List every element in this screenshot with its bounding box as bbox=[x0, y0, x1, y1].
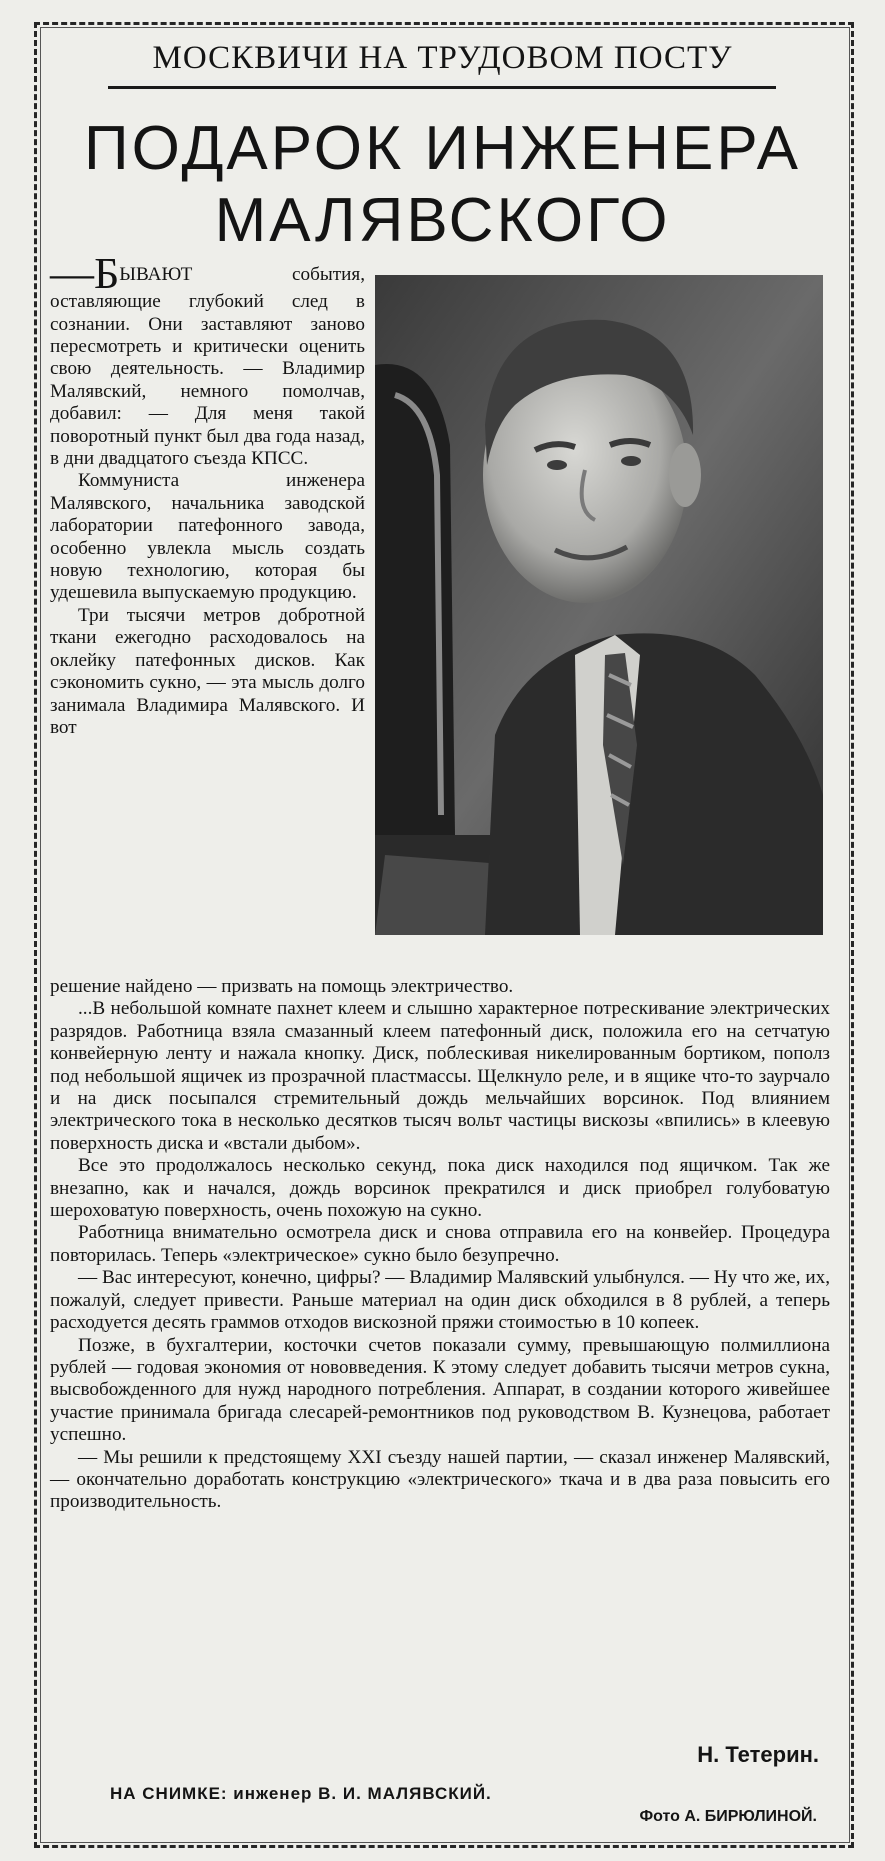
headline-line-2: МАЛЯВСКОГО bbox=[214, 186, 671, 255]
portrait-image bbox=[375, 275, 823, 935]
rubric-heading: МОСКВИЧИ НА ТРУДОВОМ ПОСТУ bbox=[152, 40, 733, 76]
wide-paragraph: — Мы решили к предстоящему XXI съезду нашей партии, — сказал инженер Малявский, — окончательно доработать конструкцию «электрического» ткача и в два раза повысить его производительность. bbox=[50, 1446, 830, 1513]
column-paragraph: Коммуниста инженера Малявского, начальника заводской лаборатории патефонного завода, особенно увлекла мысль создать новую технологию, которая бы удешевила выпускаемую продукцию. bbox=[50, 470, 365, 604]
wide-text-block bbox=[50, 976, 830, 1514]
rubric-underline bbox=[108, 86, 776, 89]
column-paragraph: Три тысячи метров добротной ткани ежегодно расходовалось на оклейку патефонных дисков. Как сэкономить сукно, — эта мысль долго занимала Владимира Малявского. И вот bbox=[50, 604, 365, 738]
wide-paragraph: Работница внимательно осмотрела диск и снова отправила его на конвейер. Процедура повторилась. Теперь «электрическое» сукно было безупречно. bbox=[50, 1222, 830, 1266]
first-paragraph-text: ЫВАЮТ события, оставляющие глубокий след в сознании. Они заставляют заново пересмотреть и критически оценить свою деятельность. — Владимир Малявский, немного помолчав, добавил: — Для меня такой поворотный пункт был два года назад, в дни двадцатого съезда КПСС. bbox=[50, 264, 365, 470]
narrow-column bbox=[50, 249, 365, 739]
wide-paragraph: Все это продолжалось несколько секунд, пока диск находился под ящичком. Так же внезапно, как и начался, дождь ворсинок прекратился и диск приобрел голубоватую шероховатую поверхность, очень похожую на сукно. bbox=[50, 1155, 830, 1222]
headline-line-1: ПОДАРОК ИНЖЕНЕРА bbox=[84, 114, 801, 183]
drop-cap: —Б bbox=[50, 249, 120, 298]
wide-paragraph: ...В небольшой комнате пахнет клеем и слышно характерное потрескивание электрических разрядов. Работница взяла смазанный клеем патефонный диск, положила его на сетчатую конвейерную ленту и нажала кнопку. Диск, поблескивая никелированным бортиком, пополз под небольшой ящичек из прозрачной пластмассы. Щелкнуло реле, и в ящике что-то заурчало и на диск посыпался стремительный дождь мельчайших ворсинок. Под влиянием электрического тока в несколько десятков тысяч вольт частицы вискозы «впились» в клеевую поверхность диска и «встали дыбом». bbox=[50, 998, 830, 1154]
wide-paragraph: — Вас интересуют, конечно, цифры? — Владимир Малявский улыбнулся. — Ну что же, их, пожалуй, следует привести. Раньше материал на один диск обходился в 8 рублей, а теперь расходуется десять граммов отходов вискозной пряжи стоимостью в 10 копеек. bbox=[50, 1267, 830, 1334]
engineer-photo bbox=[375, 275, 823, 935]
first-paragraph bbox=[50, 249, 365, 470]
wide-paragraph: Позже, в бухгалтерии, косточки счетов показали сумму, превышающую полмиллиона рублей — годовая экономия от нововведения. К этому следует добавить тысячи метров сукна, высвобожденного для нужд народного потребления. Аппарат, в создании которого живейшее участие принимала бригада слесарей-ремонтников под руководством В. Кузнецова, работает успешно. bbox=[50, 1334, 830, 1446]
author-signature: Н. Тетерин. bbox=[697, 1742, 819, 1767]
wide-lead-line: решение найдено — призвать на помощь электричество. bbox=[50, 976, 514, 997]
photo-caption: НА СНИМКЕ: инженер В. И. МАЛЯВСКИЙ. bbox=[110, 1784, 492, 1803]
photo-credit: Фото А. БИРЮЛИНОЙ. bbox=[639, 1808, 817, 1825]
